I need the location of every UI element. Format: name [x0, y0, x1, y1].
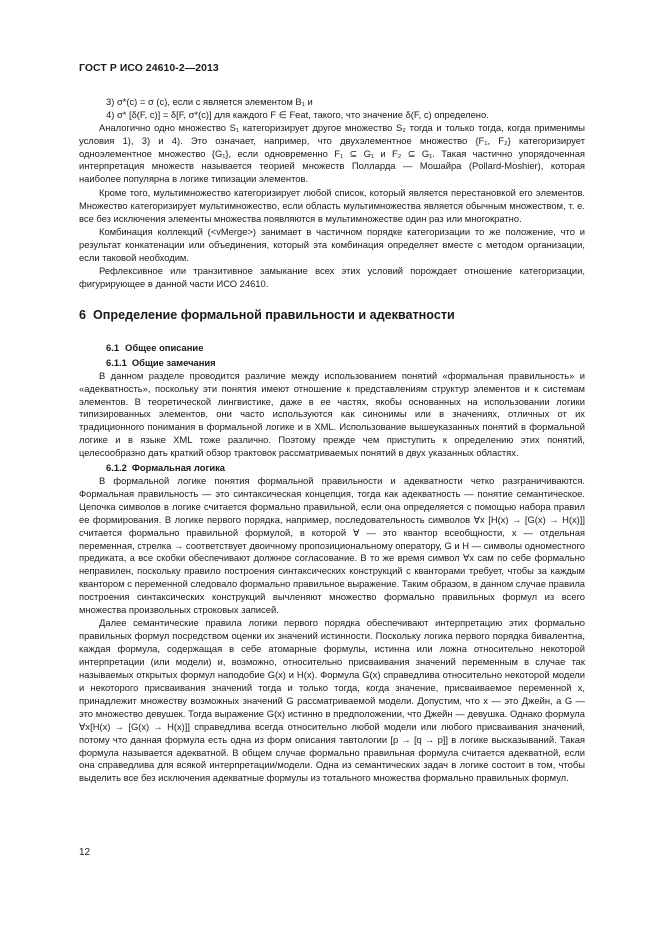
section-title: Определение формальной правильности и адекватности	[93, 308, 455, 322]
document-page	[79, 57, 585, 786]
subsubsection-number: 6.1.2	[106, 462, 127, 474]
subsubsection-title: Общие замечания	[131, 356, 216, 368]
section-number: 6	[79, 308, 87, 322]
subsubsection-number: 6.1.1	[106, 356, 127, 368]
subsection-title: Общее описание	[125, 341, 204, 353]
body-paragraph: Аналогично одно множество S₁ категоризирует другое множество S₂ тогда и только тогда, когда применимы условия 1), 3) и 4). Это означает, например, что двухэлементное множество {F₁, F₂} категоризирует одноэлементное множество {G₁}, если одновременно F₁ ⊆ G₁ и F₂ ⊆ G₁. Такая частично упорядоченная интерпретация множеств называется теорией множеств Полларда — Мошайра (Pollard-Moshier), которая наиболее популярна в логике типизации элементов.	[79, 121, 585, 185]
body-paragraph: В формальной логике понятия формальной правильности и адекватности четко разграничиваются. Формальная правильность — это синтаксическая концепция, тогда как адекватность — понятие семантическое. Цепочка символов в логике считается формально правильной, если она определяется с помощью набора правил ее формирования. В логике первого порядка, например, последовательность символов ∀x [H(x) → [G(x) → H(x)]] считается формально правильной формулой, в которой ∀ — это квантор всеобщности, x — отдельная переменная, стрелка → соответствует двоичному пропозициональному оператору, G и H — символы одноместного предиката, а все скобки обеспечивают должное согласование. В то же время символ ∀x сам по себе формально неправилен, поскольку правило построения синтаксических конструкций с кванторами требует, чтобы за каждым квантором с переменной следовало формально правильное выражение. Таким образом, в данном случае правила построения синтаксических конструкций вычленяют множество формально правильных формул из всего множества произвольных строковых записей.	[79, 474, 585, 616]
page-number: 12	[79, 847, 91, 858]
subsubsection-heading	[79, 462, 585, 475]
subsubsection-heading	[79, 357, 585, 370]
condition-item: 4) σ* [δ(F, c)] = δ[F, σ*(c)] для каждого F ∈ Feat, такого, что значение δ(F, c) определено.	[106, 108, 489, 120]
body-paragraph: Далее семантические правила логики первого порядка обеспечивают интерпретацию этих формально правильных формул посредством оценки их значений истинности. Поскольку логика первого порядка бивалентна, каждая формула, содержащая в себе атомарные формулы, истинна или ложна относительно некоторой интерпретации (или модели) и, возможно, относительно присваивания значений переменным в случае так называемых открытых формул наподобие G(x) и H(x). Формула G(x) справедлива относительно некоторой модели и некоторого присваивания значений тогда и только тогда, когда значение, присваиваемое переменной x, принадлежит множеству возможных значений G рассматриваемой модели. Допустим, что x — это Джейн, а G — это множество девушек. Тогда выражение G(x) истинно в предположении, что Джейн — девушка. Однако формула ∀x[H(x) → [G(x) → H(x)]] справедлива всегда относительно любой модели или любого присваивания значений, потому что данная формула есть одна из форм описания тавтологии [p → [q → p]] в логике высказываний. Такая формула называется адекватной. В общем случае формально правильная формула считается адекватной, если она справедлива для всякой интерпретации/модели. Одна из семантических задач в логике состоит в том, чтобы выделить все без исключения адекватные формулы из тотального множества формально правильных формул.	[79, 617, 585, 784]
subsection-number: 6.1	[106, 341, 120, 353]
body-paragraph: Комбинация коллекций (<vMerge>) занимает в частичном порядке категоризации то же положение, что и результат конкатенации или объединения, который эта комбинация определяет вместе с методом организации, если таковой необходим.	[79, 225, 585, 263]
body-paragraph: Кроме того, мультимножество категоризирует любой список, который является перестановкой его элементов. Множество категоризирует мультимножество, если область мультимножества является обычным множеством, т. е. все без исключения элементы множества появляются в мультимножестве один раз или многократно.	[79, 186, 585, 224]
body-paragraph: Рефлексивное или транзитивное замыкание всех этих условий порождает отношение категоризации, фигурирующее в данной части ИСО 24610.	[79, 265, 585, 290]
subsubsection-title: Формальная логика	[131, 462, 226, 474]
body-paragraph: В данном разделе проводится различие между использованием понятий «формальная правильность» и «адекватность», поскольку эти понятия имеют отношение к представлениям структур элементов и к системам элементов. В теоретической лингвистике, даже в ее частях, якобы основанных на использовании логики типизированных элементов, они часто используются как синонимы или в значениях, отличных от их традиционного понимания в формальной логике и в XML. Использование вышеуказанных понятий в формальной логике и в языке XML тоже различно. Поэтому прежде чем приступить к определению этих понятий, целесообразно дать краткий обзор трактовок рассматриваемых понятий в двух указанных областях.	[79, 369, 585, 459]
section-heading	[79, 309, 585, 322]
condition-item: 3) σ*(c) = σ (c), если c является элементом B₁ и	[106, 95, 313, 107]
subsection-heading	[79, 342, 585, 355]
running-header: ГОСТ Р ИСО 24610-2—2013	[79, 63, 219, 74]
